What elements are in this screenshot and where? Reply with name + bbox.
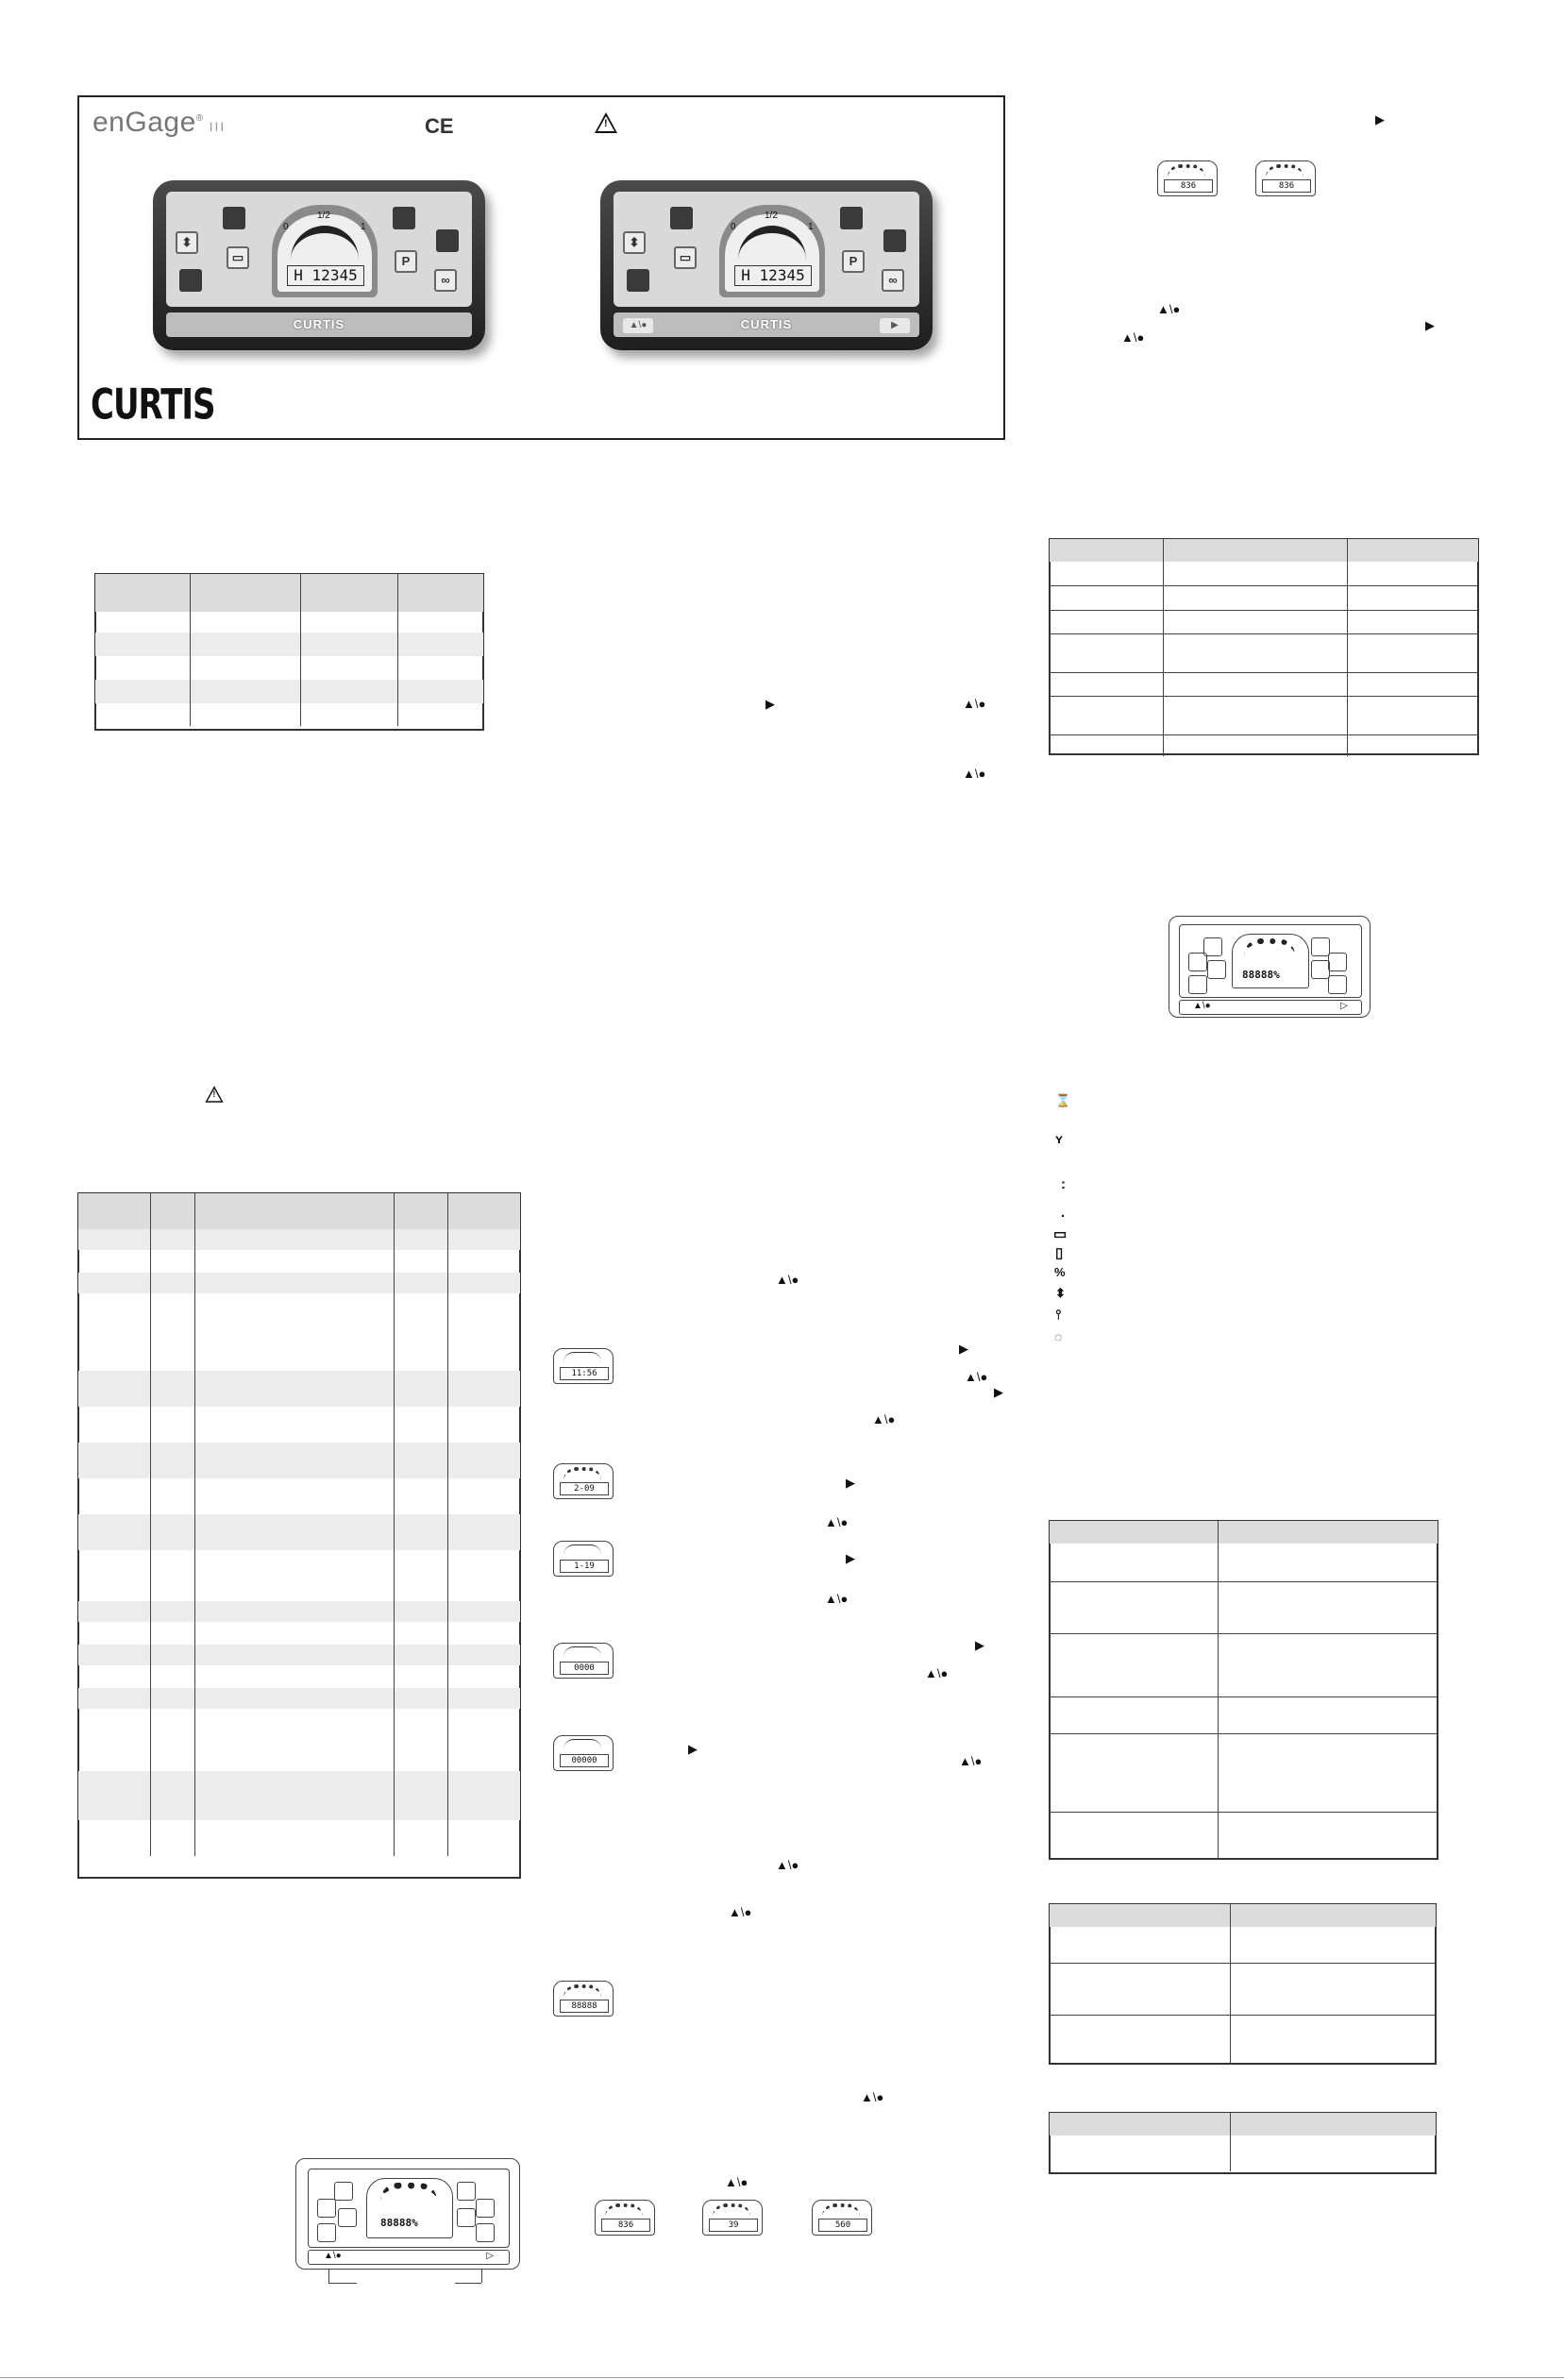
page-edge-line	[0, 2377, 1564, 2378]
table-4-grid	[1050, 1521, 1438, 1860]
mini-display: 560	[812, 2200, 872, 2236]
device-lcd	[719, 205, 825, 297]
battery-icon: ▭	[227, 246, 249, 269]
gauge-mark: 1	[361, 222, 366, 232]
device-bar-label: CURTIS	[293, 317, 345, 331]
parking-key: P	[395, 250, 417, 273]
next-icon: ▶	[1425, 318, 1435, 332]
device-key-updown: ⬍	[623, 231, 646, 254]
next-icon: ▶	[1375, 112, 1385, 127]
callout-line	[328, 2270, 329, 2283]
diagram-digits: 88888%	[380, 2217, 418, 2229]
table-1-grid	[95, 574, 483, 726]
product-header-box	[77, 95, 1005, 440]
select-icon: ▲\●	[776, 1273, 799, 1287]
mini-display: 1-19	[553, 1541, 614, 1577]
select-icon: ▲\●	[861, 2090, 884, 2104]
device-key	[670, 207, 693, 229]
warning-icon: !	[595, 112, 617, 133]
callout-line	[328, 2283, 357, 2284]
select-icon: ▲\●	[825, 1515, 849, 1529]
device-key-updown: ⬍	[176, 231, 198, 254]
hour-meter-readout: H 12345	[287, 265, 364, 286]
device-face	[166, 192, 472, 307]
mini-display: 00000	[553, 1735, 614, 1771]
seatbelt-icon: ∞	[882, 269, 904, 292]
next-icon: ▶	[688, 1742, 698, 1756]
device-bar-label: CURTIS	[740, 317, 793, 331]
callout-line	[481, 2270, 482, 2283]
next-icon: ▶	[846, 1551, 855, 1565]
table-6-grid	[1050, 2113, 1436, 2171]
device-key	[223, 207, 245, 229]
next-button[interactable]: ▶	[880, 318, 910, 333]
display-device-left	[153, 180, 485, 350]
table-2-grid	[1050, 539, 1478, 756]
curtis-logo: CURTIS	[91, 380, 215, 430]
next-icon: ▶	[765, 697, 775, 711]
select-key[interactable]: ▲\●	[1193, 1001, 1211, 1011]
battery-icon: ▭	[674, 246, 697, 269]
mini-display: 836	[1157, 160, 1218, 196]
gauge-mark: 1/2	[317, 211, 330, 221]
gauge-arc	[291, 226, 359, 263]
ce-mark: CE	[425, 114, 454, 138]
battery-icon: ▭	[1053, 1226, 1068, 1242]
oil-icon: ◌	[1054, 1329, 1063, 1344]
display-diagram-right	[1169, 916, 1371, 1018]
select-icon: ▲\●	[1157, 302, 1181, 316]
select-icon: ▲\●	[925, 1666, 949, 1680]
mini-display: 11:56	[553, 1348, 614, 1384]
mini-display: 39	[702, 2200, 763, 2236]
wrench-icon: ʏ	[1055, 1131, 1063, 1146]
seatbelt-icon: ∞	[434, 269, 457, 292]
next-key[interactable]: ▷	[486, 2251, 494, 2261]
percent-icon: %	[1054, 1265, 1066, 1279]
select-icon: ▲\●	[872, 1412, 896, 1426]
select-icon: ▲\●	[825, 1592, 849, 1606]
table-3-grid	[78, 1193, 520, 1856]
diagram-digits: 88888%	[1242, 969, 1280, 981]
next-key[interactable]: ▷	[1340, 1001, 1348, 1011]
display-diagram-left	[295, 2158, 520, 2270]
brand-name: enGage®III	[92, 107, 227, 138]
hour-meter-readout: H 12345	[734, 265, 812, 286]
fuel-icon: ▯	[1055, 1245, 1064, 1261]
mini-display: 836	[1255, 160, 1316, 196]
next-icon: ▶	[994, 1385, 1003, 1399]
device-key	[436, 229, 459, 252]
select-icon: ▲\●	[963, 697, 986, 711]
gauge-arc	[738, 226, 806, 263]
device-bar	[166, 312, 472, 337]
gauge-mark: 0	[283, 222, 289, 232]
select-icon: ▲\●	[959, 1754, 983, 1768]
mini-display: 0000	[553, 1643, 614, 1679]
table-5-grid	[1050, 1904, 1436, 2063]
mini-display: 88888	[553, 1981, 614, 2017]
next-icon: ▶	[846, 1476, 855, 1490]
device-face	[614, 192, 919, 307]
gauge-mark: 1/2	[765, 211, 778, 221]
select-icon: ▲\●	[776, 1858, 799, 1872]
device-key	[840, 207, 863, 229]
parking-key: P	[842, 250, 865, 273]
select-key[interactable]: ▲\●	[324, 2251, 342, 2261]
warning-icon: !	[205, 1086, 223, 1103]
mini-display: 2-09	[553, 1463, 614, 1499]
display-device-right	[600, 180, 933, 350]
device-bar	[614, 312, 919, 337]
dot-icon: .	[1061, 1205, 1066, 1221]
colon-icon: :	[1061, 1176, 1066, 1192]
device-key	[883, 229, 906, 252]
up-down-icon: ⬍	[1055, 1286, 1066, 1300]
select-icon: ▲\●	[1121, 330, 1145, 345]
thermometer-icon: ⫯	[1055, 1307, 1062, 1322]
select-icon: ▲\●	[729, 1905, 752, 1919]
gauge-mark: 0	[731, 222, 736, 232]
device-key	[393, 207, 415, 229]
select-icon: ▲\●	[963, 767, 986, 781]
select-icon: ▲\●	[965, 1370, 988, 1384]
mini-display: 836	[595, 2200, 655, 2236]
next-icon: ▶	[959, 1342, 968, 1356]
next-icon: ▶	[975, 1638, 984, 1652]
gauge-mark: 1	[808, 222, 814, 232]
callout-line	[455, 2283, 481, 2284]
select-icon: ▲\●	[725, 2175, 748, 2189]
device-lcd	[272, 205, 378, 297]
hourglass-icon: ⌛	[1055, 1093, 1071, 1107]
select-button[interactable]: ▲\●	[623, 318, 653, 333]
device-key	[627, 269, 649, 292]
device-key	[179, 269, 202, 292]
